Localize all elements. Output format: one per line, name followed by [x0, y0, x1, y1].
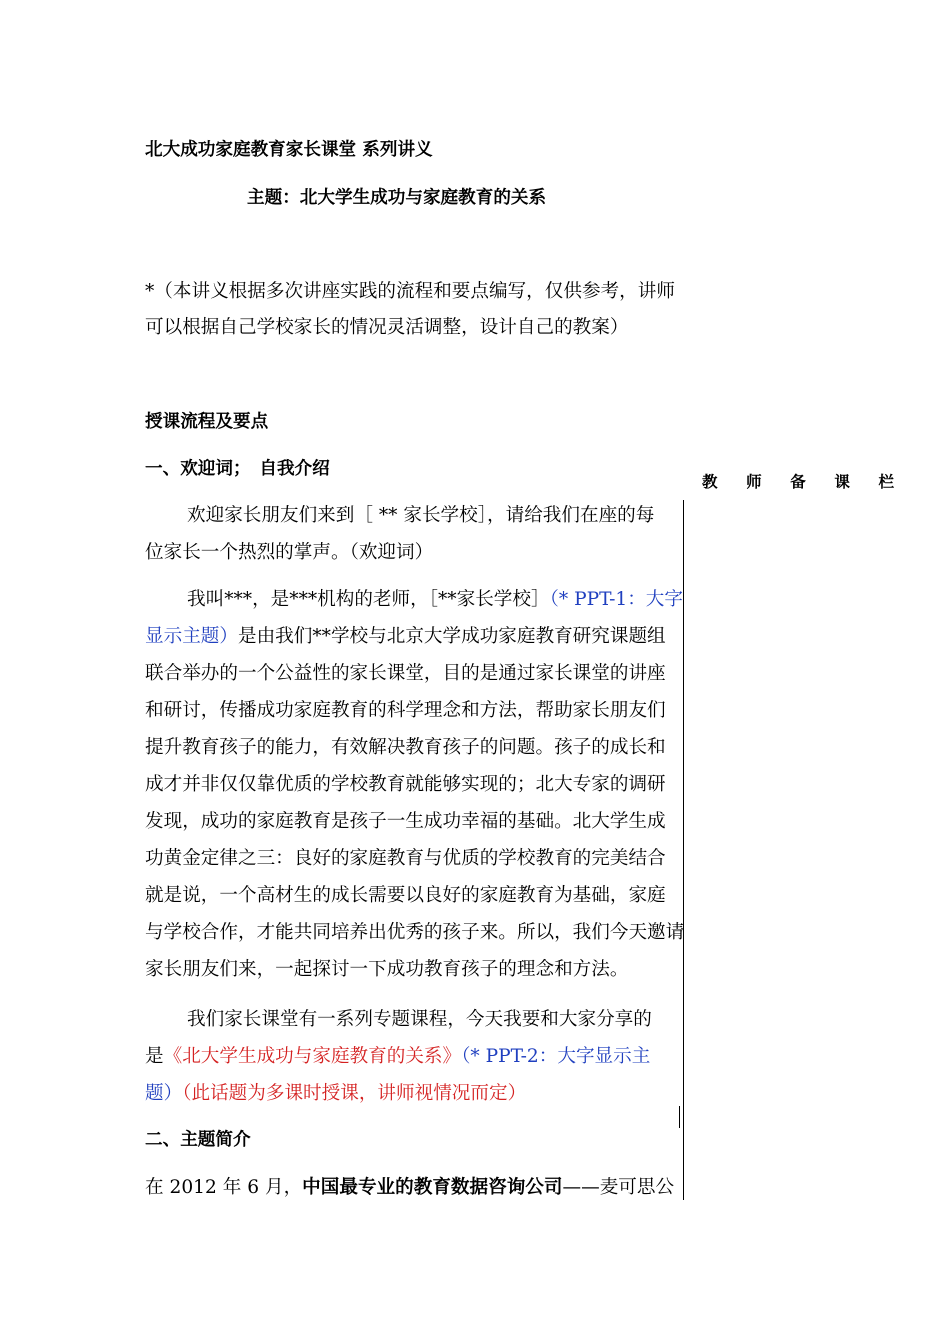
paragraph-line: 家长朋友们来，一起探讨一下成功教育孩子的理念和方法。	[145, 959, 629, 980]
sidebar-char: 栏	[878, 473, 894, 491]
paragraph-line	[145, 1044, 650, 1070]
paragraph-line: 提升教育孩子的能力，有效解决教育孩子的问题。孩子的成长和	[145, 737, 666, 758]
sidebar-char: 备	[790, 473, 806, 491]
paragraph-line: 功黄金定律之三：良好的家庭教育与优质的学校教育的完美结合	[145, 848, 666, 869]
paragraph-line	[187, 587, 683, 613]
text-run: 在 2012 年 6 月，	[145, 1177, 303, 1198]
paragraph-line: 发现，成功的家庭教育是孩子一生成功幸福的基础。北大学生成	[145, 811, 666, 832]
paragraph-line	[145, 624, 666, 650]
paragraph-line: 就是说，一个高材生的成长需要以良好的家庭教育为基础，家庭	[145, 885, 666, 906]
ppt-cue: （* PPT-2：大字显示主	[461, 1046, 651, 1067]
note-line-2: 可以根据自己学校家长的情况灵活调整，设计自己的教案）	[145, 317, 629, 338]
sidebar-char: 教	[702, 473, 718, 491]
section-flow-heading: 授课流程及要点	[145, 411, 269, 432]
paragraph-line	[145, 1175, 674, 1201]
section2-heading: 二、主题简介	[145, 1129, 251, 1150]
margin-divider-tick	[679, 1106, 680, 1128]
paragraph-line: 和研讨，传播成功家庭教育的科学理念和方法，帮助家长朋友们	[145, 700, 666, 721]
emphasis-text: 中国最专业的教育数据咨询公司	[302, 1177, 563, 1198]
text-run: 我叫***，是***机构的老师，［**家长学校］	[187, 589, 550, 610]
section1-heading: 一、欢迎词； 自我介绍	[145, 458, 330, 479]
instructor-note: （此话题为多课时授课，讲师视情况而定）	[182, 1083, 527, 1104]
text-run: 是	[145, 1046, 164, 1067]
note-line-1: *（本讲义根据多次讲座实践的流程和要点编写，仅供参考，讲师	[145, 281, 675, 302]
paragraph-line: 联合举办的一个公益性的家长课堂，目的是通过家长课堂的讲座	[145, 663, 666, 684]
sidebar-char: 师	[746, 473, 762, 491]
text-run: ——麦可思公	[562, 1177, 675, 1198]
text-run: 是由我们**学校与北京大学成功家庭教育研究课题组	[237, 626, 666, 647]
topic-title: 《北大学生成功与家庭教育的关系》	[163, 1046, 462, 1067]
document-subject: 主题：北大学生成功与家庭教育的关系	[247, 187, 547, 208]
paragraph-line: 欢迎家长朋友们来到［ ** 家长学校］，请给我们在座的每	[187, 505, 655, 526]
teacher-notes-column-heading	[702, 470, 894, 494]
paragraph-line: 成才并非仅仅靠优质的学校教育就能够实现的；北大专家的调研	[145, 774, 666, 795]
document-title: 北大成功家庭教育家长课堂 系列讲义	[145, 139, 433, 160]
paragraph-line	[145, 1081, 526, 1107]
paragraph-line: 我们家长课堂有一系列专题课程，今天我要和大家分享的	[187, 1009, 652, 1030]
sidebar-char: 课	[834, 473, 850, 491]
ppt-cue: 显示主题）	[145, 626, 238, 647]
margin-divider	[683, 500, 684, 1200]
ppt-cue: （* PPT-1：大字	[549, 589, 683, 610]
paragraph-line: 位家长一个热烈的掌声。（欢迎词）	[145, 542, 434, 563]
ppt-cue: 题）	[145, 1083, 183, 1104]
paragraph-line: 与学校合作，才能共同培养出优秀的孩子来。所以，我们今天邀请	[145, 922, 685, 943]
